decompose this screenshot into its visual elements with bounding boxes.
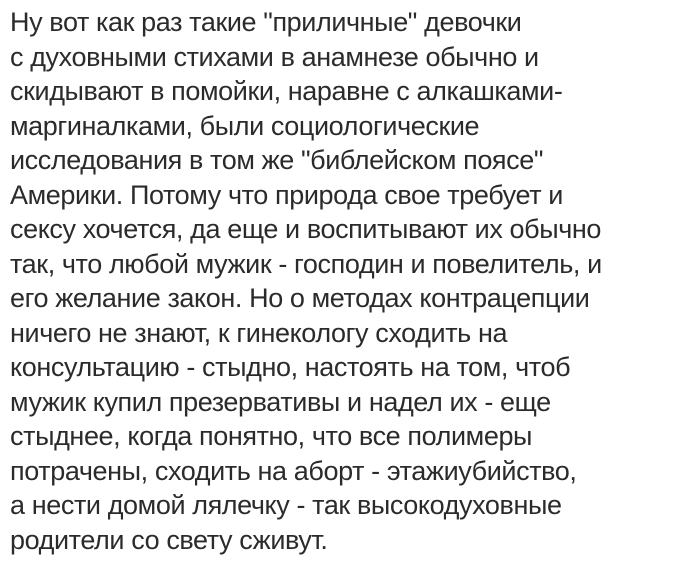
- text-line: скидывают в помойки, наравне с алкашками-: [10, 76, 563, 106]
- text-line: родители со свету сживут.: [10, 524, 328, 555]
- text-line: его желание закон. Но о методах контрацепции: [10, 283, 590, 313]
- text-line: а нести домой лялечку - так высокодуховные: [10, 490, 562, 520]
- text-line: с духовными стихами в анамнезе обычно и: [10, 41, 539, 72]
- text-line: потрачены, сходить на аборт - этажиубийство,: [10, 455, 577, 486]
- text-line: маргиналками, были социологические: [10, 110, 480, 141]
- text-line: стыднее, когда понятно, что все полимеры: [10, 421, 533, 451]
- post-text: [10, 5, 692, 557]
- text-line: исследования в том же "библейском поясе": [10, 145, 544, 175]
- text-line: Ну вот как раз такие "приличные" девочки: [10, 7, 522, 37]
- text-line: Америки. Потому что природа свое требует и: [10, 179, 563, 210]
- text-line: сексу хочется, да еще и воспитывают их обычно: [10, 214, 602, 244]
- text-line: консультацию - стыдно, настоять на том, чтоб: [10, 352, 571, 382]
- text-line: мужик купил презервативы и надел их - еще: [10, 386, 551, 417]
- text-line: ничего не знают, к гинекологу сходить на: [10, 317, 508, 348]
- text-line: так, что любой мужик - господин и повелитель, и: [10, 248, 602, 279]
